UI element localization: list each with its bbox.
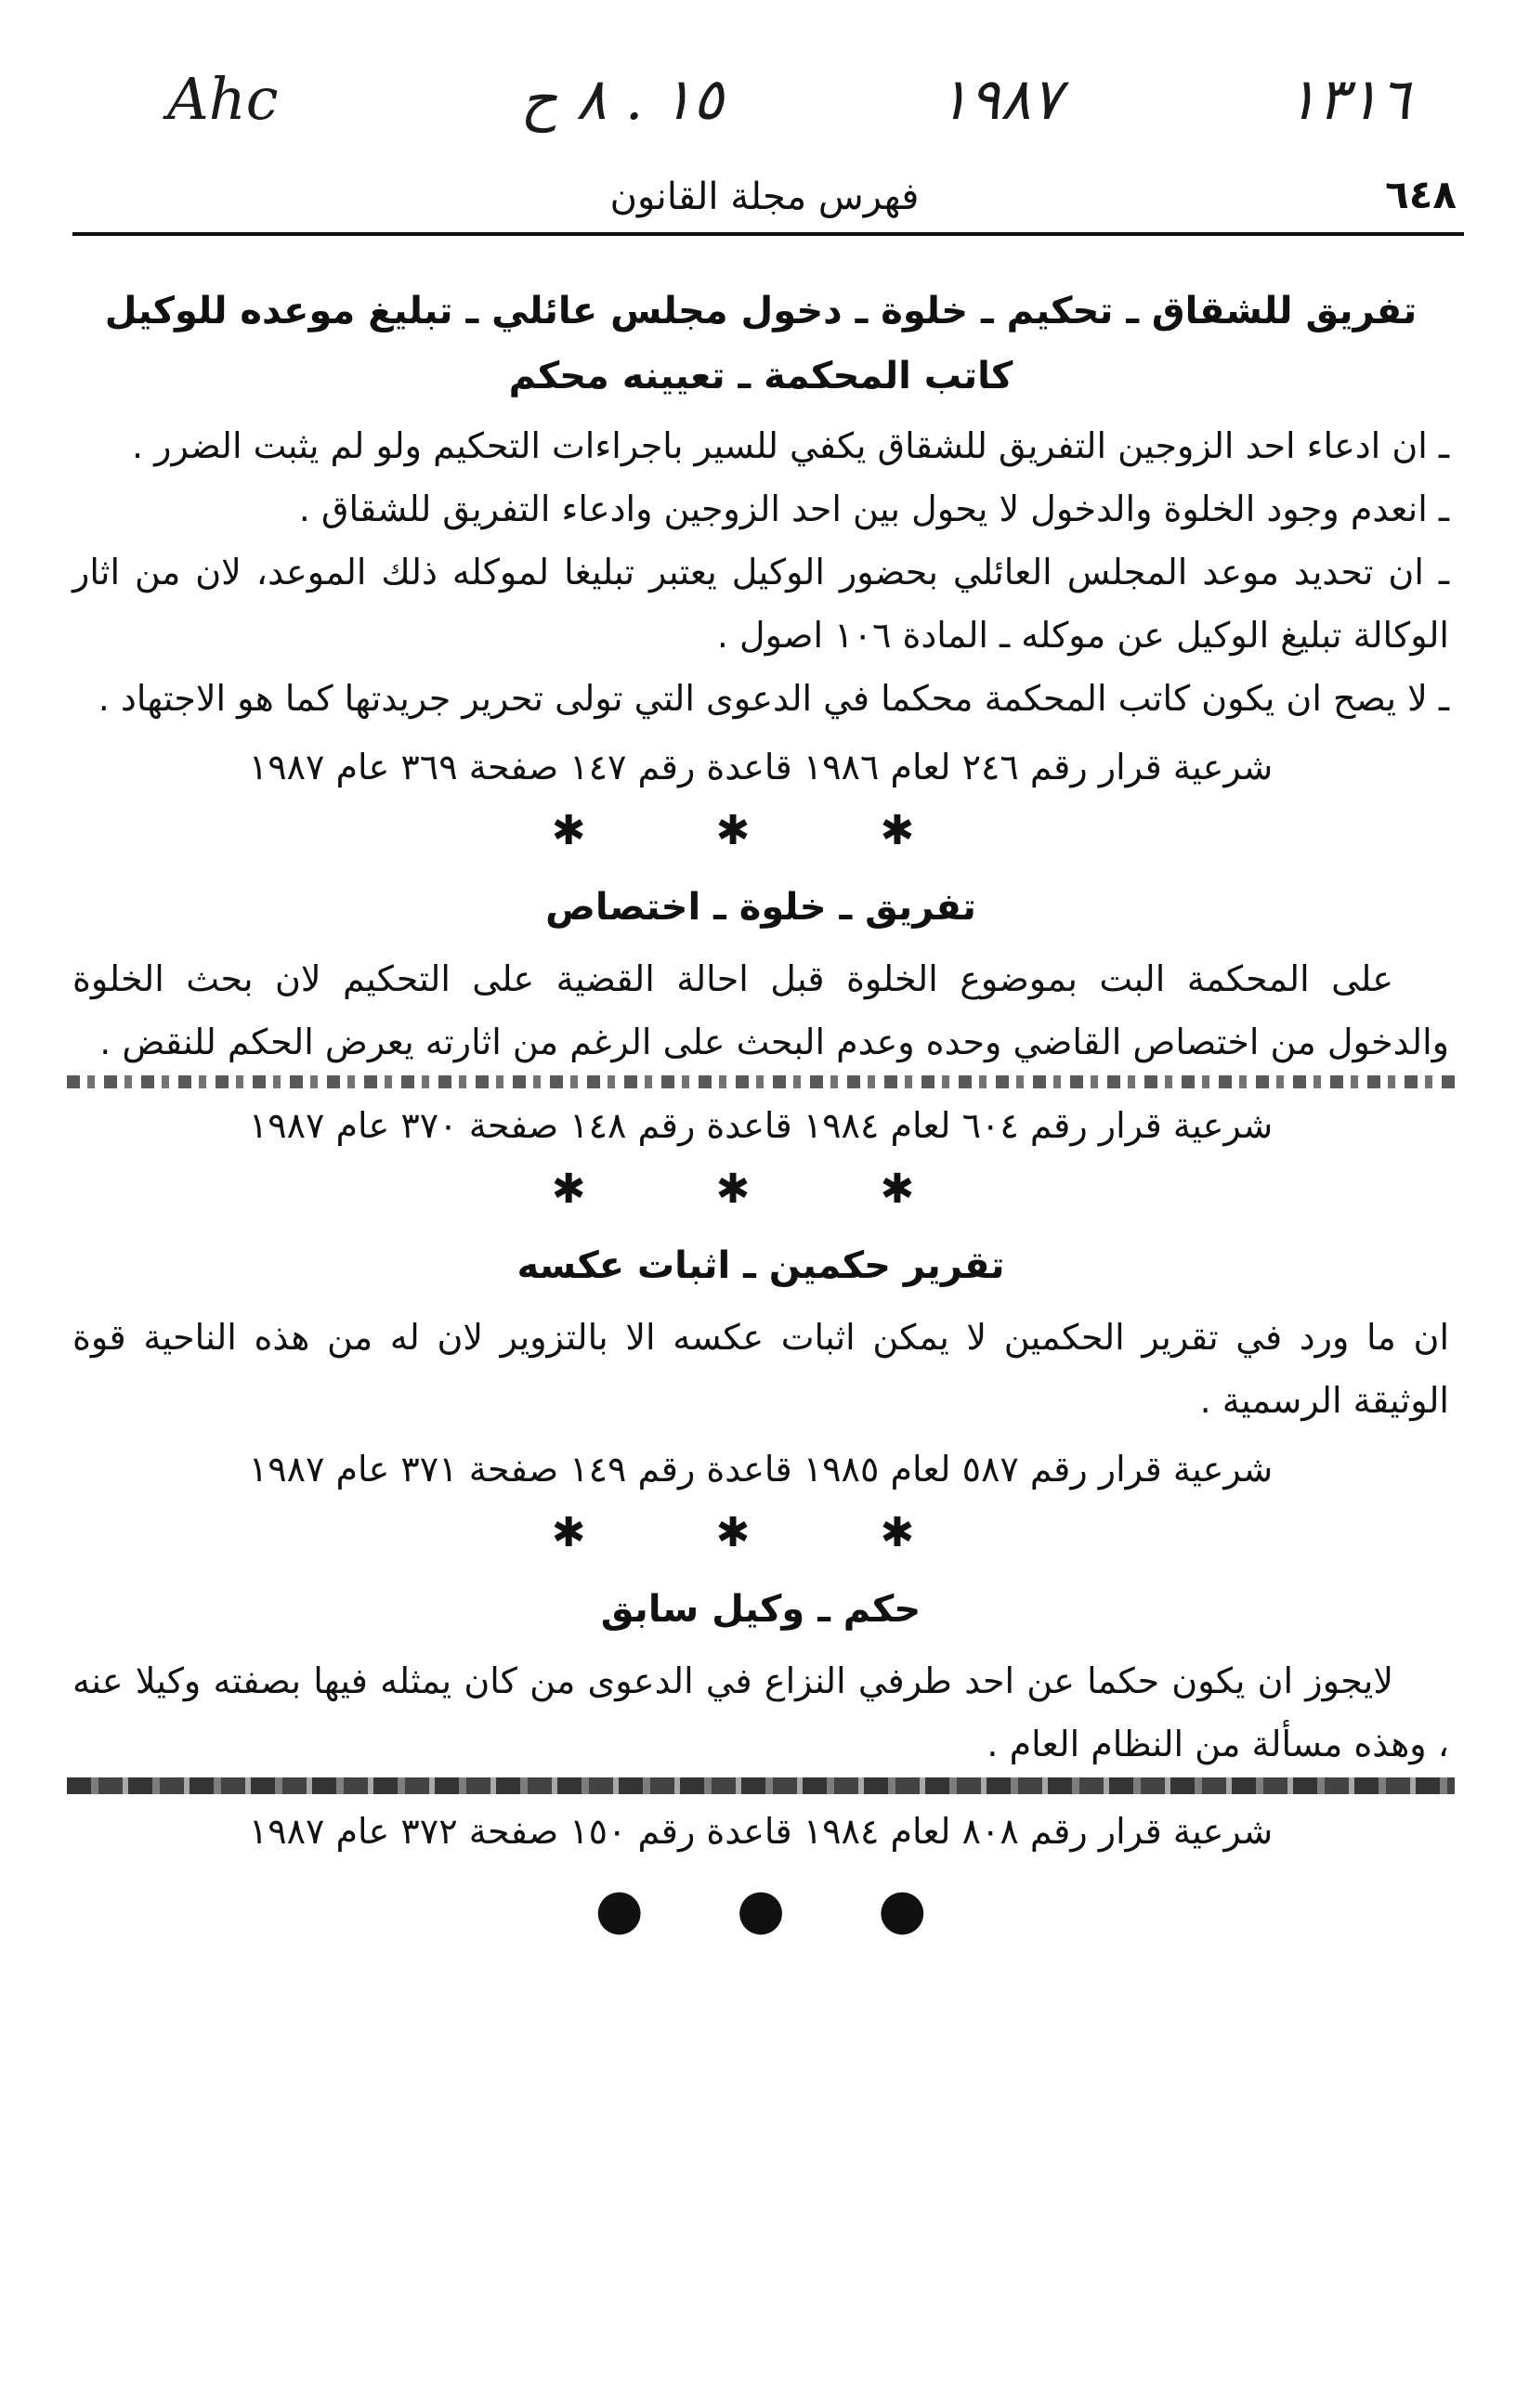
entry-citation: شرعية قرار رقم ٦٠٤ لعام ١٩٨٤ قاعدة رقم ١٤٨ صفحة ٣٧٠ عام ١٩٨٧ — [248, 1105, 1274, 1146]
entry-paragraph: ـ ان ادعاء احد الزوجين التفريق للشقاق يكفي للسير باجراءات التحكيم ولو لم يثبت الضرر . — [131, 425, 1449, 466]
entry-paragraph: ـ ان تحديد موعد المجلس العائلي بحضور الوكيل يعتبر تبليغا لموكله ذلك الموعد، لان من اثار الوكالة تبليغ الوكيل عن موكله ـ المادة ١٠٦ اصول . — [72, 552, 1449, 656]
bullet-icon: ● — [736, 1877, 786, 1942]
handwritten-note-number: ١٣١٦ — [1287, 65, 1411, 133]
star-icon: ✱ — [880, 1165, 971, 1213]
entry-citation: شرعية قرار رقم ٨٠٨ لعام ١٩٨٤ قاعدة رقم ١٥٠ صفحة ٣٧٢ عام ١٩٨٧ — [248, 1811, 1274, 1852]
entry-paragraph: ان ما ورد في تقرير الحكمين لا يمكن اثبات عكسه الا بالتزوير لان له من هذه الناحية قوة الوثيقة الرسمية . — [72, 1317, 1449, 1421]
entry-paragraph: ـ لا يصح ان يكون كاتب المحكمة محكما في الدعوى التي تولى تحرير جريدتها كما هو الاجتهاد . — [98, 678, 1449, 719]
index-entry-1 — [72, 279, 1449, 862]
entry-title: تقرير حكمين ـ اثبات عكسه — [516, 1244, 1005, 1287]
entry-citation: شرعية قرار رقم ٢٤٦ لعام ١٩٨٦ قاعدة رقم ١٤٧ صفحة ٣٦٩ عام ١٩٨٧ — [248, 747, 1274, 787]
star-icon: ✱ — [715, 1509, 806, 1556]
index-content — [72, 279, 1449, 1946]
star-icon: ✱ — [551, 1509, 642, 1556]
index-entry-3 — [72, 1233, 1449, 1564]
star-separator — [72, 1159, 1449, 1220]
entry-paragraph: ـ انعدم وجود الخلوة والدخول لا يحول بين احد الزوجين وادعاء التفريق للشقاق . — [298, 488, 1449, 529]
star-separator — [72, 800, 1449, 862]
scan-artifact — [67, 1777, 1455, 1794]
star-separator — [72, 1503, 1449, 1564]
bullet-separator — [72, 1872, 1449, 1946]
entry-paragraph: لايجوز ان يكون حكما عن احد طرفي النزاع في الدعوى من كان يمثله فيها بصفته وكيلا عنه ، وهذه مسألة من النظام العام . — [72, 1660, 1449, 1764]
scan-artifact — [67, 1075, 1455, 1088]
star-icon: ✱ — [551, 1165, 642, 1213]
star-icon: ✱ — [715, 807, 806, 854]
page-number: ٦٤٨ — [1385, 172, 1457, 217]
star-icon: ✱ — [715, 1165, 806, 1213]
index-entry-4 — [72, 1577, 1449, 1946]
handwritten-note-b: ١٥ . ٨ ح — [520, 65, 724, 133]
entry-title-continued: كاتب المحكمة ـ تعيينه محكم — [508, 355, 1013, 397]
star-icon: ✱ — [880, 1509, 971, 1556]
running-header — [72, 172, 1457, 228]
entry-title: تفريق ـ خلوة ـ اختصاص — [545, 886, 976, 929]
entry-title: حكم ـ وكيل سابق — [600, 1588, 921, 1631]
handwritten-note-year: ١٩٨٧ — [938, 65, 1063, 133]
handwritten-note-a: Ahc — [167, 65, 279, 133]
journal-title: فهرس مجلة القانون — [609, 176, 920, 218]
header-rule — [72, 232, 1464, 236]
entry-citation: شرعية قرار رقم ٥٨٧ لعام ١٩٨٥ قاعدة رقم ١٤٩ صفحة ٣٧١ عام ١٩٨٧ — [248, 1449, 1274, 1490]
bullet-icon: ● — [878, 1877, 927, 1942]
entry-title: تفريق للشقاق ـ تحكيم ـ خلوة ـ دخول مجلس عائلي ـ تبليغ موعده للوكيل — [104, 290, 1418, 332]
bullet-icon: ● — [595, 1877, 644, 1942]
entry-paragraph: على المحكمة البت بموضوع الخلوة قبل احالة القضية على التحكيم لان بحث الخلوة والدخول من اختصاص القاضي وحده وعدم البحث على الرغم من اثارته يعرض الحكم للنقض . — [72, 958, 1449, 1062]
star-icon: ✱ — [551, 807, 642, 854]
index-entry-2 — [72, 875, 1449, 1220]
star-icon: ✱ — [880, 807, 971, 854]
